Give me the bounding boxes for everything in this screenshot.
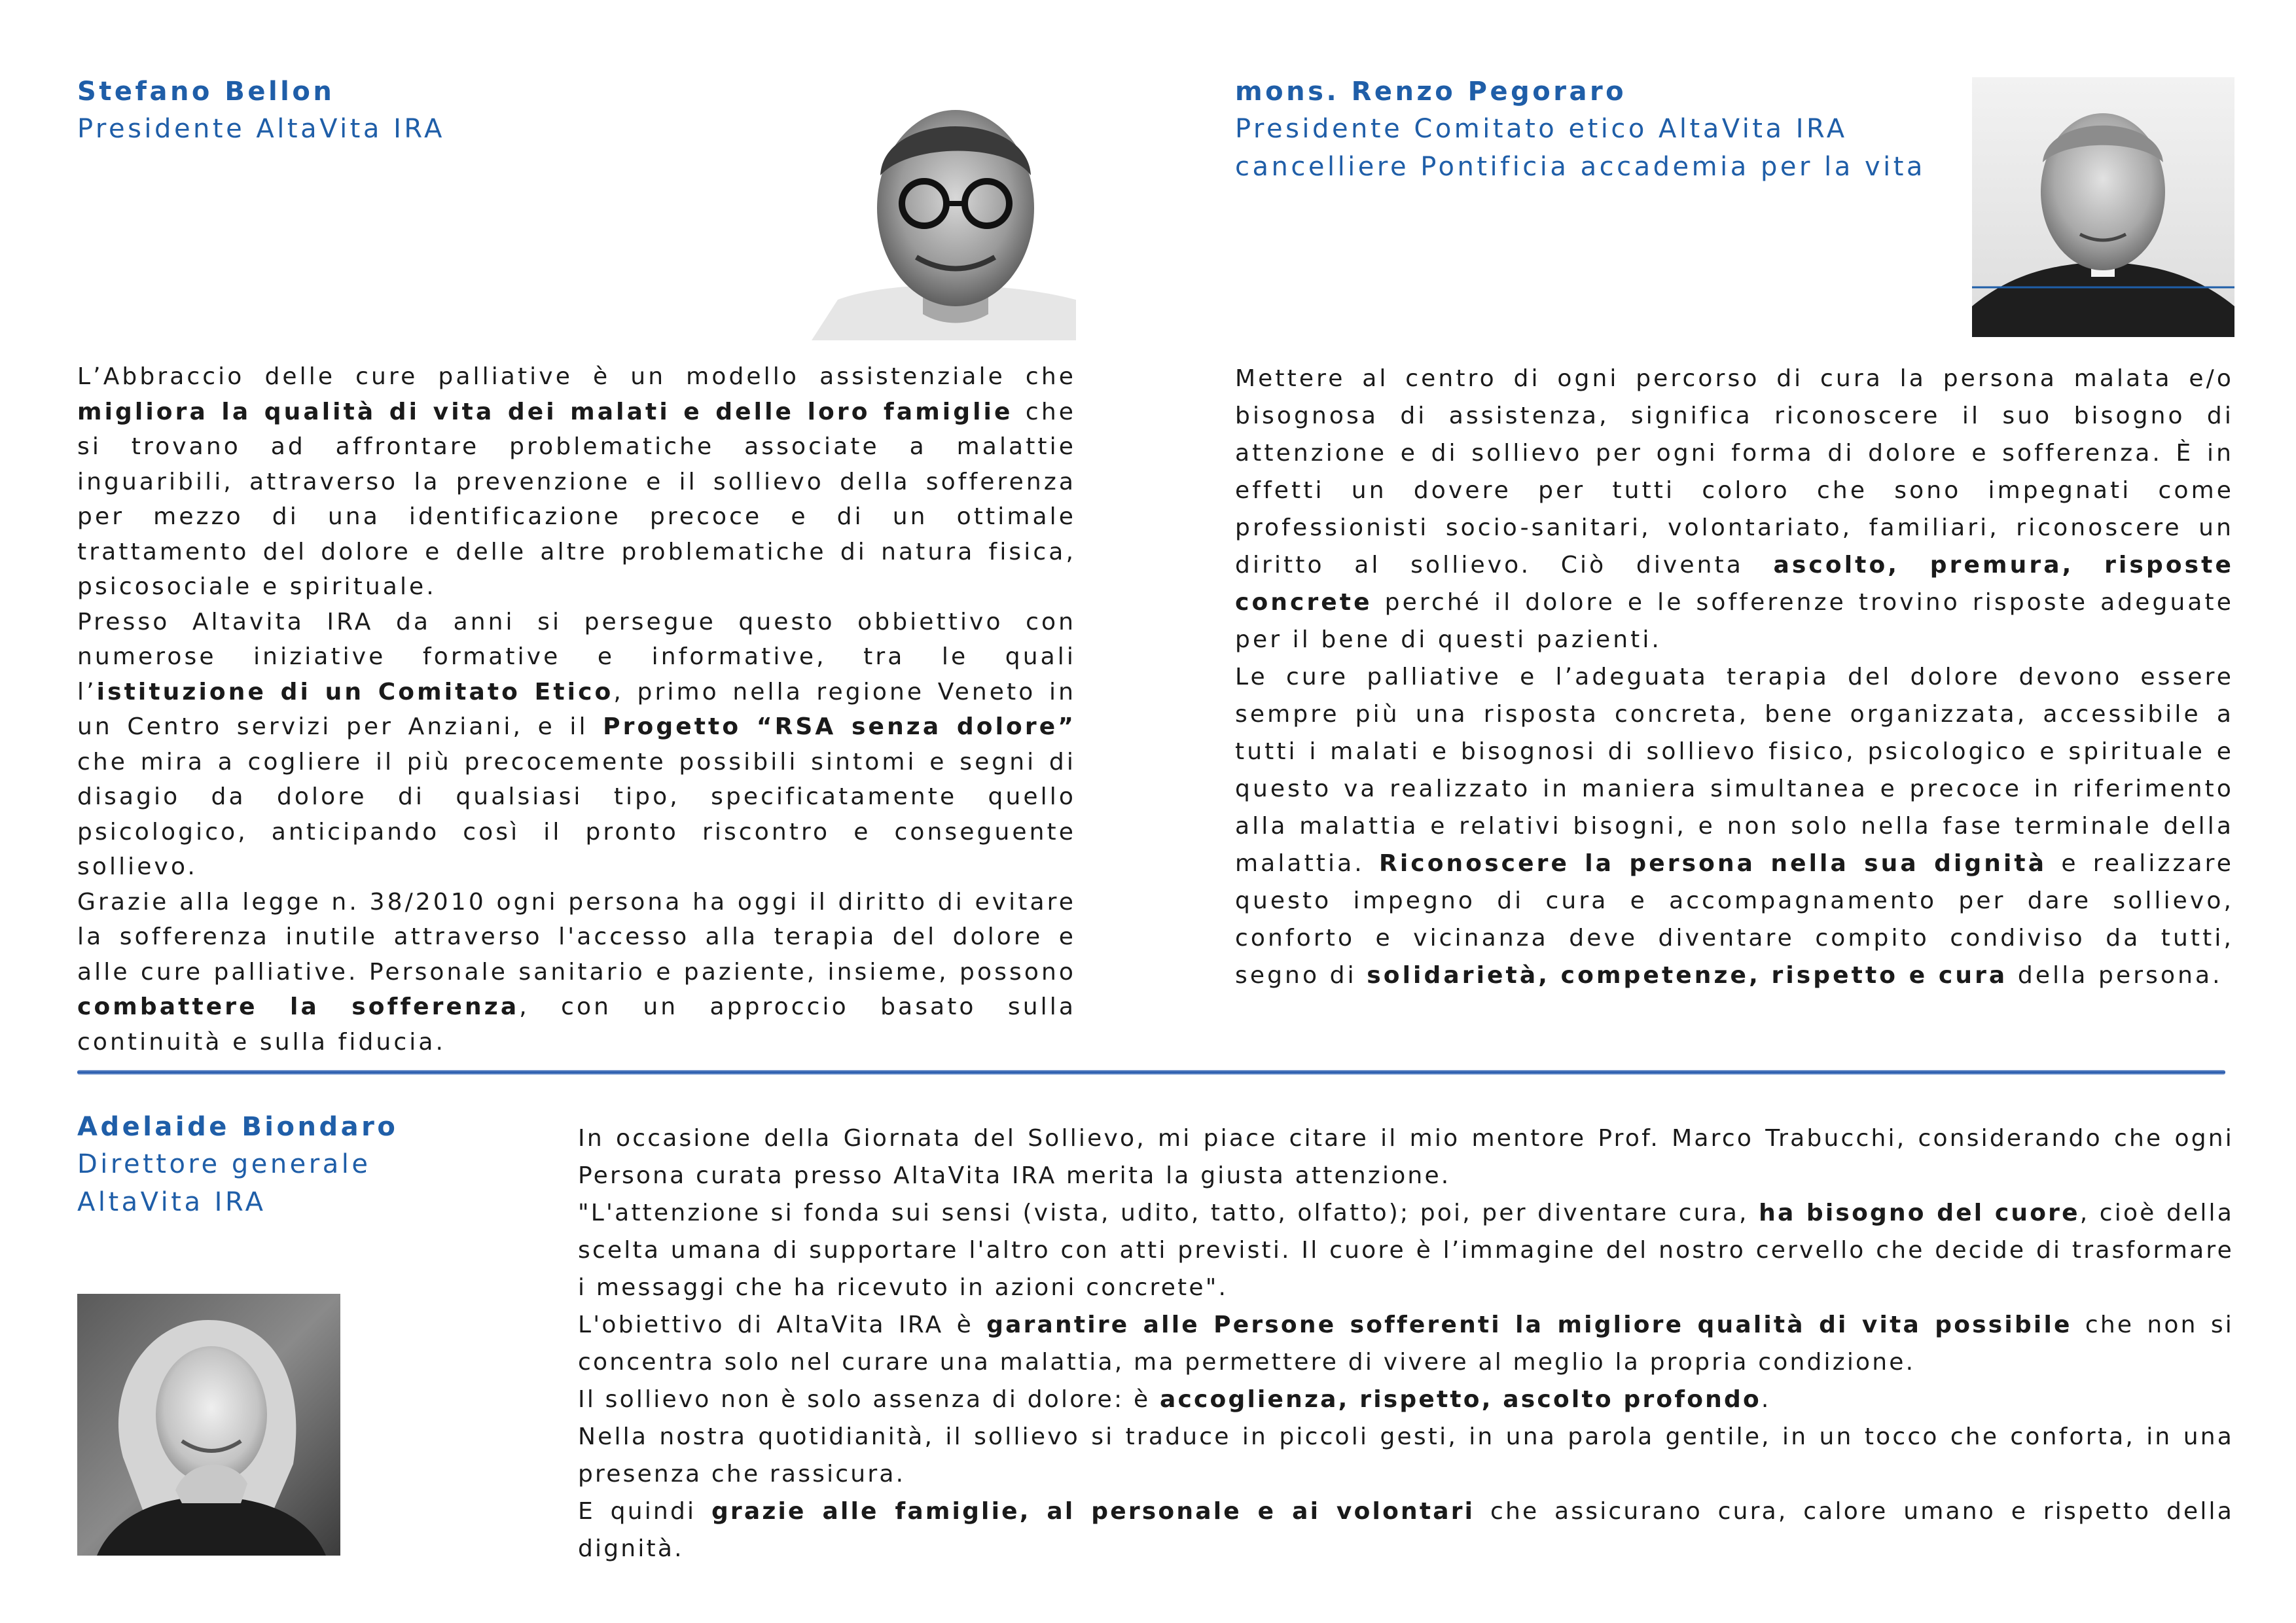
pegoraro-bold-text: ascolto, premura, risposte concrete xyxy=(1235,552,2234,616)
pegoraro-role-1: Presidente Comitato etico AltaVita IRA xyxy=(1235,114,1848,144)
bellon-name: Stefano Bellon xyxy=(77,77,335,107)
bellon-text xyxy=(77,359,1076,1060)
biondaro-text-run: che non si concentra solo nel curare una malattia, ma permettere di vivere al meglio la propria condizione. xyxy=(578,1311,2234,1376)
biondaro-text-run: che assicurano cura, calore umano e rispetto della dignità. xyxy=(578,1498,2234,1562)
biondaro-paragraph xyxy=(578,1418,2234,1493)
bellon-text-run: Grazie alla legge n. 38/2010 ogni persona ha oggi il diritto di evitare la sofferenza inutile attraverso l'accesso alla terapia del dolore e alle cure palliative. Personale sanitario e paziente, insieme, possono xyxy=(77,888,1076,986)
pegoraro-text xyxy=(1235,360,2234,994)
pegoraro-text-run: e realizzare questo impegno di cura e accompagnamento per dare sollievo, conforto e vicinanza deve diventare compito condiviso da tutti, segno di xyxy=(1235,850,2234,989)
biondaro-name: Adelaide Biondaro xyxy=(77,1112,399,1142)
biondaro-text-run: In occasione della Giornata del Sollievo, mi piace citare il mio mentore Prof. Marco Trabucchi, considerando che ogni Persona curata presso AltaVita IRA merita la giusta attenzione. xyxy=(578,1125,2234,1189)
pegoraro-text-run: Mettere al centro di ogni percorso di cura la persona malata e/o bisognosa di assistenza, significa riconoscere il suo bisogno di attenzione e di sollievo per ogni forma di dolore e sofferenza. È in effetti un dovere per tutti coloro che sono impegnati come professionisti socio-sanitari, volontariato, familiari, riconoscere un diritto al sollievo. Ciò diventa xyxy=(1235,365,2234,579)
pegoraro-header xyxy=(1235,73,1926,186)
biondaro-text-run: . xyxy=(1761,1386,1771,1413)
bellon-text-run: che si trovano ad affrontare problematiche associate a malattie inguaribili, attraverso la prevenzione e il sollievo della sofferenza per mezzo di una identificazione precoce e di un ottimale trattamento del dolore e delle altre problematiche di natura fisica, psicosociale e spirituale. xyxy=(77,398,1076,600)
biondaro-role-1: Direttore generale xyxy=(77,1149,371,1179)
pegoraro-bold-text: Riconoscere la persona nella sua dignità xyxy=(1379,850,2047,877)
bellon-bold-text: istituzione di un Comitato Etico xyxy=(96,678,614,705)
pegoraro-text-run: della persona. xyxy=(2007,962,2223,989)
bellon-header xyxy=(77,73,445,148)
biondaro-paragraph xyxy=(578,1120,2234,1194)
pegoraro-bold-text: solidarietà, competenze, rispetto e cura xyxy=(1367,962,2008,989)
bellon-text-run: , con un approccio basato sulla continuità e sulla fiducia. xyxy=(77,993,1076,1056)
pegoraro-photo xyxy=(1972,77,2234,337)
biondaro-bold-text: grazie alle famiglie, al personale e ai volontari xyxy=(711,1498,1475,1525)
biondaro-photo xyxy=(77,1294,340,1556)
pegoraro-paragraph xyxy=(1235,658,2234,994)
bellon-paragraph xyxy=(77,605,1076,885)
biondaro-role-2: AltaVita IRA xyxy=(77,1187,266,1217)
biondaro-paragraph xyxy=(578,1493,2234,1567)
bellon-role: Presidente AltaVita IRA xyxy=(77,114,445,144)
biondaro-text-run: Nella nostra quotidianità, il sollievo si traduce in piccoli gesti, in una parola gentile, in un tocco che conforta, in una presenza che rassicura. xyxy=(578,1423,2234,1488)
biondaro-bold-text: garantire alle Persone sofferenti la migliore qualità di vita possibile xyxy=(986,1311,2072,1338)
pegoraro-text-run: perché il dolore e le sofferenze trovino risposte adeguate per il bene di questi pazienti. xyxy=(1235,589,2234,653)
bellon-text-run: che mira a cogliere il più precocemente possibili sintomi e segni di disagio da dolore di qualsiasi tipo, specificatamente quello psicologico, anticipando così il pronto riscontro e conseguente sollievo. xyxy=(77,748,1076,880)
biondaro-paragraph xyxy=(578,1381,2234,1418)
bellon-bold-text: Progetto “RSA senza dolore” xyxy=(603,713,1076,740)
bellon-text-run: L’Abbraccio delle cure palliative è un modello assistenziale che xyxy=(77,363,1076,390)
biondaro-text-run: "L'attenzione si fonda sui sensi (vista, udito, tatto, olfatto); poi, per diventare cura, xyxy=(578,1200,1759,1226)
section-divider xyxy=(77,1070,2225,1075)
pegoraro-text-run: Le cure palliative e l’adeguata terapia del dolore devono essere sempre più una risposta concreta, bene organizzata, accessibile a tutti i malati e bisognosi di sollievo fisico, psicologico e spirituale e questo va realizzato in maniera simultanea e precoce in riferimento alla malattia e relativi bisogni, e non solo nella fase terminale della malattia. xyxy=(1235,664,2234,877)
bellon-paragraph xyxy=(77,359,1076,605)
biondaro-header xyxy=(77,1109,398,1221)
biondaro-paragraph xyxy=(578,1194,2234,1306)
pegoraro-paragraph xyxy=(1235,360,2234,658)
biondaro-text-run: L'obiettivo di AltaVita IRA è xyxy=(578,1311,987,1338)
biondaro-bold-text: ha bisogno del cuore xyxy=(1759,1200,2080,1226)
bellon-bold-text: combattere la sofferenza xyxy=(77,993,520,1020)
bellon-text-run: Presso Altavita IRA da anni si persegue questo obbiettivo con numerose iniziative formative e informative, tra le quali l’ xyxy=(77,608,1076,705)
biondaro-text-run: , cioè della scelta umana di supportare l'altro con atti previsti. Il cuore è l’immagine del nostro cervello che decide di trasformare i messaggi che ha ricevuto in azioni concrete". xyxy=(578,1200,2234,1301)
bellon-text-run: , primo nella regione Veneto in un Centro servizi per Anziani, e il xyxy=(77,678,1076,740)
bellon-paragraph xyxy=(77,885,1076,1060)
biondaro-bold-text: accoglienza, rispetto, ascolto profondo xyxy=(1159,1386,1761,1413)
biondaro-text-run: E quindi xyxy=(578,1498,711,1525)
pegoraro-role-2: cancelliere Pontificia accademia per la vita xyxy=(1235,152,1926,182)
pegoraro-name: mons. Renzo Pegoraro xyxy=(1235,77,1627,107)
bellon-photo xyxy=(812,84,1076,340)
biondaro-text xyxy=(578,1120,2234,1567)
biondaro-text-run: Il sollievo non è solo assenza di dolore: è xyxy=(578,1386,1160,1413)
biondaro-paragraph xyxy=(578,1306,2234,1381)
bellon-bold-text: migliora la qualità di vita dei malati e delle loro famiglie xyxy=(77,398,1013,425)
